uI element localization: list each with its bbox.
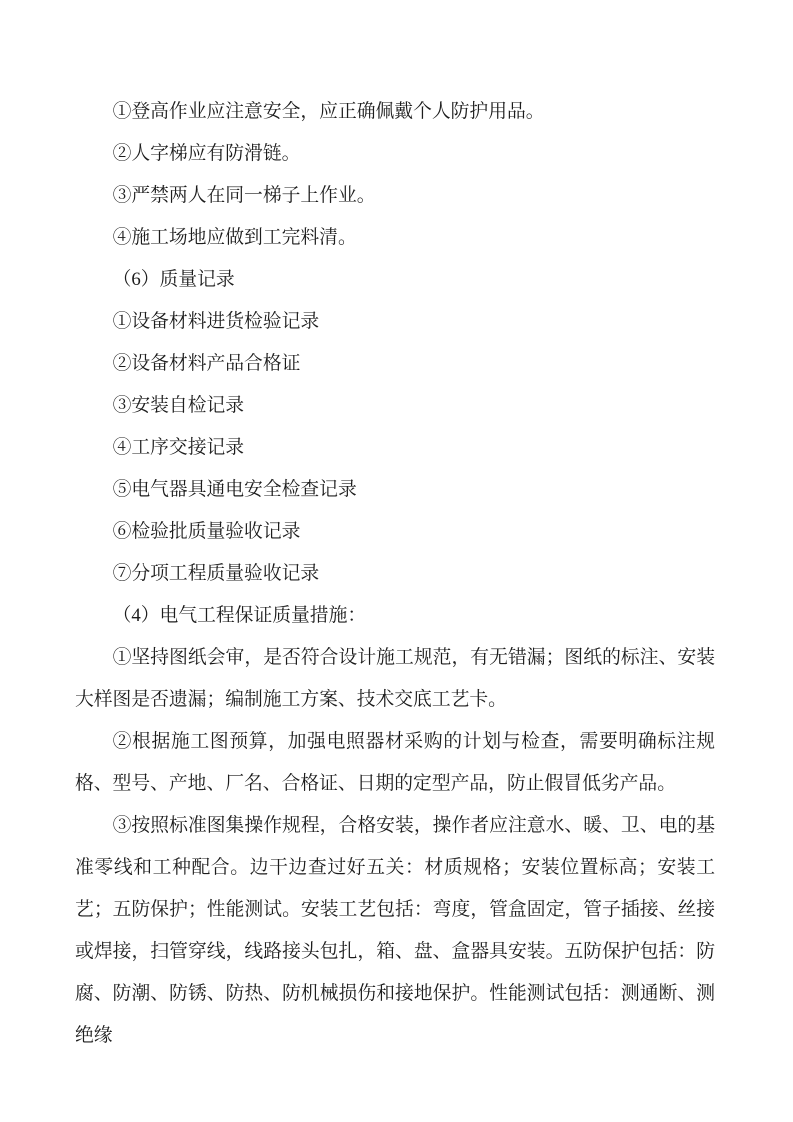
paragraph-measure-item-2: ②根据施工图预算，加强电照器材采购的计划与检查，需要明确标注规格、型号、产地、厂名、合格证、日期的定型产品，防止假冒低劣产品。 [75,731,715,794]
paragraph-safety-item-3: ③严禁两人在同一梯子上作业。 [112,185,376,206]
paragraph-record-item-4: ④工序交接记录 [112,437,245,458]
paragraph-record-item-1: ①设备材料进货检验记录 [112,311,320,332]
paragraph-record-item-6: ⑥检验批质量验收记录 [112,521,301,542]
paragraph-heading-quality-records: （6）质量记录 [112,269,235,290]
paragraph-safety-item-4: ④施工场地应做到工完料清。 [112,227,357,248]
paragraph-safety-item-1: ①登高作业应注意安全，应正确佩戴个人防护用品。 [112,101,545,122]
paragraph-safety-item-2: ②人字梯应有防滑链。 [112,143,301,164]
document-body [75,91,715,1057]
paragraph-heading-quality-measures: （4）电气工程保证质量措施： [112,605,367,626]
paragraph-record-item-3: ③安装自检记录 [112,395,245,416]
paragraph-record-item-7: ⑦分项工程质量验收记录 [112,563,320,584]
paragraph-record-item-5: ⑤电气器具通电安全检查记录 [112,479,357,500]
paragraph-measure-item-3: ③按照标准图集操作规程，合格安装，操作者应注意水、暖、卫、电的基准零线和工种配合。边干边查过好五关：材质规格；安装位置标高；安装工艺；五防保护；性能测试。安装工艺包括：弯度，管盒固定，管子插接、丝接或焊接，扫管穿线，线路接头包扎，箱、盘、盒器具安装。五防保护包括：防腐、防潮、防锈、防热、防机械损伤和接地保护。性能测试包括：测通断、测绝缘 [75,815,715,1046]
paragraph-measure-item-1: ①坚持图纸会审，是否符合设计施工规范，有无错漏；图纸的标注、安装大样图是否遗漏；编制施工方案、技术交底工艺卡。 [75,647,715,710]
paragraph-record-item-2: ②设备材料产品合格证 [112,353,301,374]
